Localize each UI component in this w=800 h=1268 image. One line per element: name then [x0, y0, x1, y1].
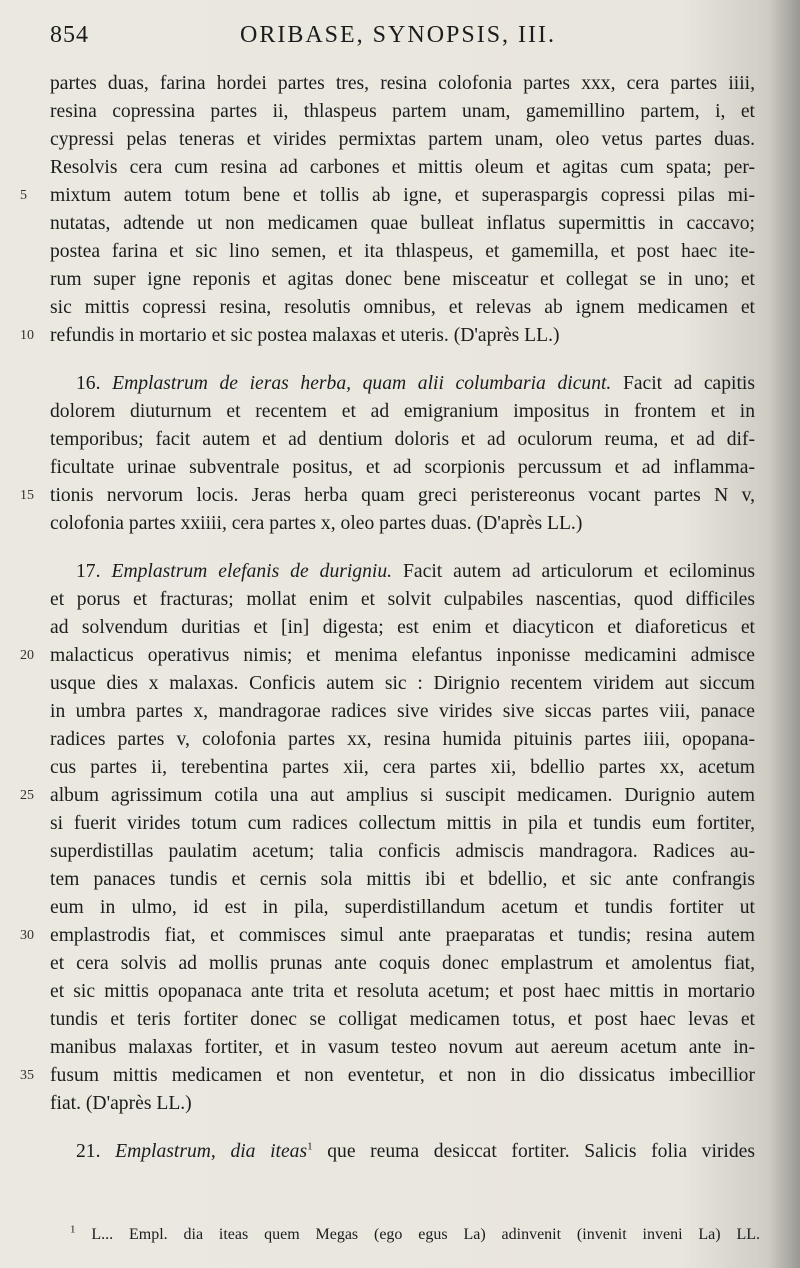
- line-number: 20: [20, 648, 34, 663]
- text-line: [50, 294, 755, 322]
- line-text: radices partes v, colofonia partes xx, resina humida pituinis partes iiii, opopana-: [50, 729, 755, 750]
- chapter-title: Emplastrum, dia iteas: [115, 1141, 308, 1162]
- text-line: [50, 210, 755, 238]
- paragraph: [20, 370, 755, 538]
- chapter-text-start: que reuma desiccat fortiter. Salicis folia virides: [327, 1141, 755, 1162]
- line-text: in umbra partes x, mandragorae radices sive virides sive siccas partes viii, panace: [50, 701, 755, 722]
- line-text: fusum mittis medicamen et non eventetur, et non in dio dissicatus imbecillior: [50, 1065, 755, 1086]
- text-line: [50, 238, 755, 266]
- text-line: [50, 266, 755, 294]
- line-text: temporibus; facit autem et ad dentium doloris et ad oculorum reuma, et ad dif-: [50, 429, 755, 450]
- line-number: 35: [20, 1068, 34, 1083]
- line-text: tundis et teris fortiter donec se colligat medicamen totus, et post haec levas et: [50, 1009, 755, 1030]
- line-text: cypressi pelas teneras et virides permixtas partem unam, oleo vetus partes duas.: [50, 129, 755, 150]
- paragraph: [20, 70, 755, 350]
- chapter-number: 16.: [76, 373, 101, 394]
- line-text: fiat. (D'après LL.): [50, 1093, 192, 1114]
- text-line: [50, 810, 755, 838]
- line-text: emplastrodis fiat, et commisces simul ante praeparatas et tundis; resina autem: [50, 925, 755, 946]
- footnote: [70, 1222, 760, 1248]
- text-line: [50, 614, 755, 642]
- chapter-text-start: Facit ad capitis: [622, 373, 755, 394]
- text-line: [50, 454, 755, 482]
- page-header: [50, 22, 770, 56]
- text-line: [50, 866, 755, 894]
- line-text: resina copressina partes ii, thlaspeus partem unam, gamemillino partem, i, et: [50, 101, 755, 122]
- text-line: [50, 1090, 755, 1118]
- text-line: [20, 782, 755, 810]
- line-text: dolorem diuturnum et recentem et ad emigranium impositus in frontem et in: [50, 401, 755, 422]
- text-line: [50, 1006, 755, 1034]
- line-text: album agrissimum cotila una aut amplius si suscipit medicamen. Durignio autem: [50, 785, 755, 806]
- line-number: 30: [20, 928, 34, 943]
- line-text: Resolvis cera cum resina ad carbones et mittis oleum et agitas cum spata; per-: [50, 157, 755, 178]
- paragraph-first-line: [50, 1138, 755, 1166]
- text-line: [50, 70, 755, 98]
- running-head: ORIBASE, SYNOPSIS, III.: [240, 22, 557, 48]
- text-line: [20, 922, 755, 950]
- paragraph-gap: [50, 1118, 755, 1138]
- text-line: [50, 754, 755, 782]
- chapter-title: Emplastrum elefanis de durigniu.: [111, 561, 393, 582]
- footnote-text: L... Empl. dia iteas quem Megas (ego egus La) adinvenit (invenit inveni La) LL.: [91, 1226, 761, 1243]
- chapter-number: 21.: [76, 1141, 101, 1162]
- paragraph: [20, 558, 755, 1118]
- text-line: [20, 322, 755, 350]
- paragraph-first-line: [50, 370, 755, 398]
- line-text: mixtum autem totum bene et tollis ab igne, et superaspargis copressi pilas mi-: [50, 185, 755, 206]
- line-text: ad solvendum duritias et [in] digesta; est enim et diacyticon et diaforeticus et: [50, 617, 755, 638]
- line-text: refundis in mortario et sic postea malaxas et uteris. (D'après LL.): [50, 325, 560, 346]
- paragraph: [50, 1138, 755, 1166]
- text-line: [50, 586, 755, 614]
- line-text: partes duas, farina hordei partes tres, resina colofonia partes xxx, cera partes iiii,: [50, 73, 755, 94]
- text-line: [50, 126, 755, 154]
- line-text: malacticus operativus nimis; et menima elefantus inponisse medicamini admisce: [50, 645, 755, 666]
- chapter-text-start: Facit autem ad articulorum et ecilominus: [403, 561, 755, 582]
- text-line: [50, 426, 755, 454]
- paragraph-gap: [50, 350, 755, 370]
- line-text: ficultate urinae subventrale positus, et ad scorpionis percussum et ad inflamma-: [50, 457, 755, 478]
- line-text: rum super igne reponis et agitas donec bene misceatur et collegat se in uno; et: [50, 269, 755, 290]
- line-text: tionis nervorum locis. Jeras herba quam greci peristereonus vocant partes N v,: [50, 485, 755, 506]
- page-number: 854: [50, 22, 89, 48]
- text-line: [20, 1062, 755, 1090]
- line-text: sic mittis copressi resina, resolutis omnibus, et relevas ab ignem medicamen et: [50, 297, 755, 318]
- text-line: [50, 698, 755, 726]
- footnote-mark: 1: [70, 1223, 76, 1236]
- text-line: [20, 642, 755, 670]
- text-line: [50, 894, 755, 922]
- text-line: [50, 726, 755, 754]
- text-line: [20, 182, 755, 210]
- line-text: tem panaces tundis et cernis sola mittis ibi et bdellio, et sic ante confrangis: [50, 869, 755, 890]
- line-text: eum in ulmo, id est in pila, superdistillandum acetum et tundis fortiter ut: [50, 897, 755, 918]
- paragraph-gap: [50, 538, 755, 558]
- text-line: [50, 398, 755, 426]
- chapter-title: Emplastrum de ieras herba, quam alii columbaria dicunt.: [112, 373, 612, 394]
- line-text: et porus et fracturas; mollat enim et solvit culpabiles nascentias, quod difficiles: [50, 589, 755, 610]
- line-text: colofonia partes xxiiii, cera partes x, oleo partes duas. (D'après LL.): [50, 513, 583, 534]
- text-line: [50, 510, 755, 538]
- chapter-number: 17.: [76, 561, 101, 582]
- text-line: [20, 482, 755, 510]
- line-number: 5: [20, 188, 27, 203]
- body-text: [20, 70, 755, 1166]
- text-line: [50, 978, 755, 1006]
- line-text: et sic mittis opopanaca ante trita et resoluta acetum; et post haec mittis in mortario: [50, 981, 755, 1002]
- text-line: [50, 670, 755, 698]
- text-line: [50, 154, 755, 182]
- line-text: postea farina et sic lino semen, et ita thlaspeus, et gamemilla, et post haec ite-: [50, 241, 755, 262]
- text-line: [50, 838, 755, 866]
- text-line: [50, 950, 755, 978]
- line-text: cus partes ii, terebentina partes xii, cera partes xii, bdellio partes xx, acetum: [50, 757, 755, 778]
- footnote-ref: 1: [307, 1140, 313, 1153]
- line-text: et cera solvis ad mollis prunas ante coquis donec emplastrum et amolentus fiat,: [50, 953, 755, 974]
- line-text: nutatas, adtende ut non medicamen quae bulleat inflatus supermittis in caccavo;: [50, 213, 755, 234]
- line-text: usque dies x malaxas. Conficis autem sic : Dirignio recentem viridem aut siccum: [50, 673, 755, 694]
- line-number: 10: [20, 328, 34, 343]
- line-text: manibus malaxas fortiter, et in vasum testeo novum aut aereum acetum ante in-: [50, 1037, 755, 1058]
- line-text: si fuerit virides totum cum radices collectum mittis in pila et tundis eum fortiter,: [50, 813, 755, 834]
- line-number: 15: [20, 488, 34, 503]
- line-text: superdistillas paulatim acetum; talia conficis admiscis mandragora. Radices au-: [50, 841, 755, 862]
- paragraph-first-line: [50, 558, 755, 586]
- line-number: 25: [20, 788, 34, 803]
- text-line: [50, 1034, 755, 1062]
- text-line: [50, 98, 755, 126]
